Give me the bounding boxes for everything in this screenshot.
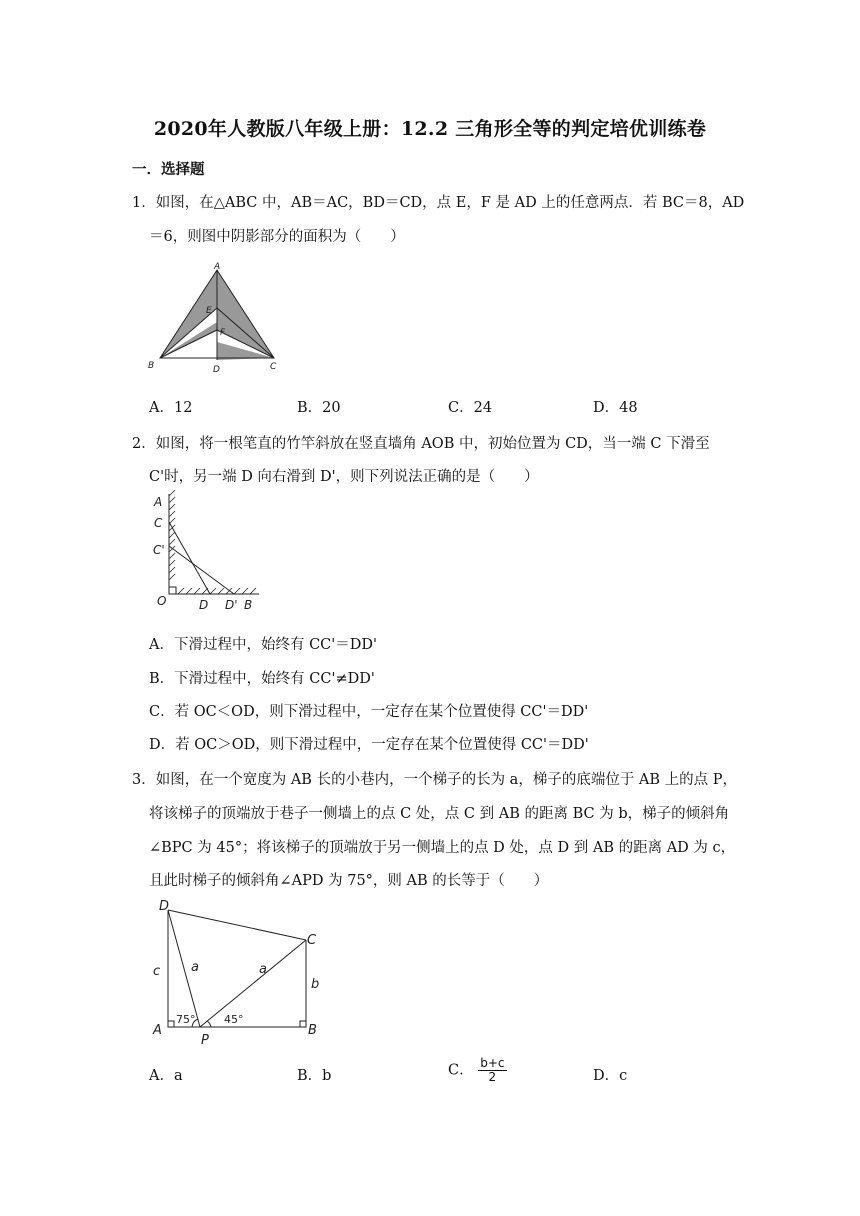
q3-option-c-label: C． — [448, 1062, 474, 1079]
q1-label-e: E — [206, 306, 212, 316]
fraction-denominator: 2 — [488, 1070, 497, 1084]
q2-label-b: B — [244, 598, 253, 612]
fraction-numerator: b+c — [480, 1056, 505, 1070]
q3-label-p: P — [201, 1033, 209, 1048]
q3-stem-line3: ∠BPC 为 45°；将该梯子的顶端放于另一侧墙上的点 D 处，点 D 到 AB 的距离 AD 为 c， — [149, 840, 736, 856]
q3-label-side-c: c — [153, 964, 161, 979]
q1-option-d[interactable]: D．48 — [593, 400, 638, 416]
q3-option-c-fraction — [478, 1057, 506, 1084]
q1-stem-line1: 1．如图，在△ABC 中，AB＝AC，BD＝CD，点 E，F 是 AD 上的任意两点．若 BC＝8，AD — [132, 195, 745, 211]
q3-option-a[interactable]: A．a — [149, 1068, 183, 1084]
q3-stem-line2: 将该梯子的顶端放于巷子一侧墙上的点 C 处，点 C 到 AB 的距离 BC 为 b，梯子的倾斜角 — [149, 806, 730, 822]
q1-stem-line2: ＝6，则图中阴影部分的面积为（ ） — [149, 229, 405, 245]
q2-label-c: C — [154, 516, 163, 530]
q2-label-a: A — [154, 495, 163, 509]
q3-stem-line1: 3．如图，在一个宽度为 AB 长的小巷内，一个梯子的长为 a，梯子的底端位于 AB 上的点 P， — [132, 772, 738, 788]
q3-label-side-b: b — [311, 977, 320, 992]
q1-option-c[interactable]: C．24 — [448, 400, 493, 416]
page-title: 2020年人教版八年级上册：12.2 三角形全等的判定培优训练卷 — [153, 118, 707, 140]
q1-label-a: A — [214, 262, 221, 272]
q1-option-a[interactable]: A．12 — [149, 400, 193, 416]
q2-option-b[interactable]: B．下滑过程中，始终有 CC'≠DD' — [149, 671, 375, 687]
q3-option-b[interactable]: B．b — [297, 1068, 332, 1084]
q3-stem-line4: 且此时梯子的倾斜角∠APD 为 75°，则 AB 的长等于（ ） — [149, 873, 549, 889]
q2-option-c[interactable]: C．若 OC＜OD，则下滑过程中，一定存在某个位置使得 CC'＝DD' — [149, 704, 589, 720]
section-heading: 一．选择题 — [132, 161, 205, 178]
q3-label-b: B — [308, 1023, 317, 1038]
q2-label-c-prime: C' — [153, 543, 165, 557]
q2-figure — [140, 486, 270, 616]
q3-label-side-a2: a — [259, 962, 267, 977]
q2-option-d[interactable]: D．若 OC＞OD，则下滑过程中，一定存在某个位置使得 CC'＝DD' — [149, 737, 589, 753]
q3-option-d[interactable]: D．c — [593, 1068, 628, 1084]
q1-label-d: D — [213, 365, 220, 375]
q3-option-c[interactable] — [448, 1057, 507, 1084]
q1-label-f: F — [220, 328, 226, 338]
q3-angle-45: 45° — [224, 1013, 244, 1026]
q3-angle-75: 75° — [176, 1013, 196, 1026]
q1-label-c: C — [270, 362, 277, 372]
q3-label-side-a1: a — [191, 960, 199, 975]
q1-option-b[interactable]: B．20 — [297, 400, 341, 416]
q2-stem-line2: C'时，另一端 D 向右滑到 D'，则下列说法正确的是（ ） — [149, 469, 539, 485]
q3-label-a: A — [153, 1023, 162, 1038]
q3-label-d: D — [159, 899, 170, 914]
q2-label-d: D — [199, 598, 209, 612]
q1-label-b: B — [148, 361, 155, 371]
q3-figure — [145, 893, 335, 1053]
q2-label-o: O — [157, 594, 167, 608]
q3-label-c: C — [307, 933, 317, 948]
q2-label-d-prime: D' — [225, 598, 238, 612]
q1-figure — [140, 258, 290, 378]
q2-stem-line1: 2．如图，将一根笔直的竹竿斜放在竖直墙角 AOB 中，初始位置为 CD，当一端 C 下滑至 — [132, 436, 710, 452]
q2-option-a[interactable]: A．下滑过程中，始终有 CC'＝DD' — [149, 637, 377, 653]
